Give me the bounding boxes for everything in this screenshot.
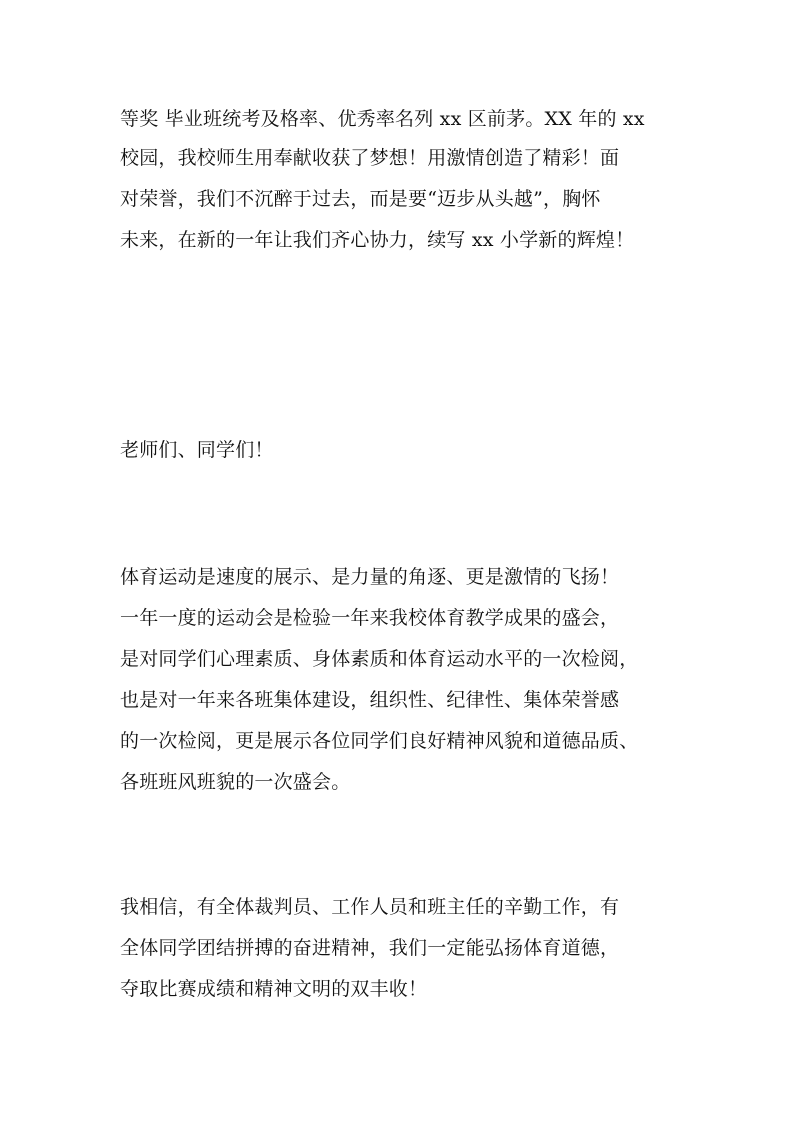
text-line: 等奖 毕业班统考及格率、优秀率名列 xx 区前茅。XX 年的 xx bbox=[120, 108, 645, 130]
text-line: 的一次检阅，更是展示各位同学们良好精神风貌和道德品质、 bbox=[120, 730, 639, 752]
text-line: 各班班风班貌的一次盛会。 bbox=[120, 771, 351, 793]
text-line: 全体同学团结拼搏的奋进精神，我们一定能弘扬体育道德， bbox=[120, 937, 620, 959]
text-line: 夺取比赛成绩和精神文明的双丰收！ bbox=[120, 978, 428, 1000]
text-line: 老师们、同学们！ bbox=[120, 439, 274, 461]
text-line: 对荣誉，我们不沉醉于过去，而是要“迈步从头越”，胸怀 bbox=[120, 188, 601, 210]
text-line: 也是对一年来各班集体建设，组织性、纪律性、集体荣誉感 bbox=[120, 689, 620, 711]
text-line: 一年一度的运动会是检验一年来我校体育教学成果的盛会， bbox=[120, 607, 620, 629]
text-line: 我相信，有全体裁判员、工作人员和班主任的辛勤工作，有 bbox=[120, 896, 620, 918]
text-line: 校园，我校师生用奉献收获了梦想！用激情创造了精彩！面 bbox=[120, 147, 620, 169]
text-line: 是对同学们心理素质、身体素质和体育运动水平的一次检阅， bbox=[120, 648, 639, 670]
text-line: 体育运动是速度的展示、是力量的角逐、更是激情的飞扬！ bbox=[120, 566, 620, 588]
text-line: 未来，在新的一年让我们齐心协力，续写 xx 小学新的辉煌！ bbox=[120, 229, 635, 251]
